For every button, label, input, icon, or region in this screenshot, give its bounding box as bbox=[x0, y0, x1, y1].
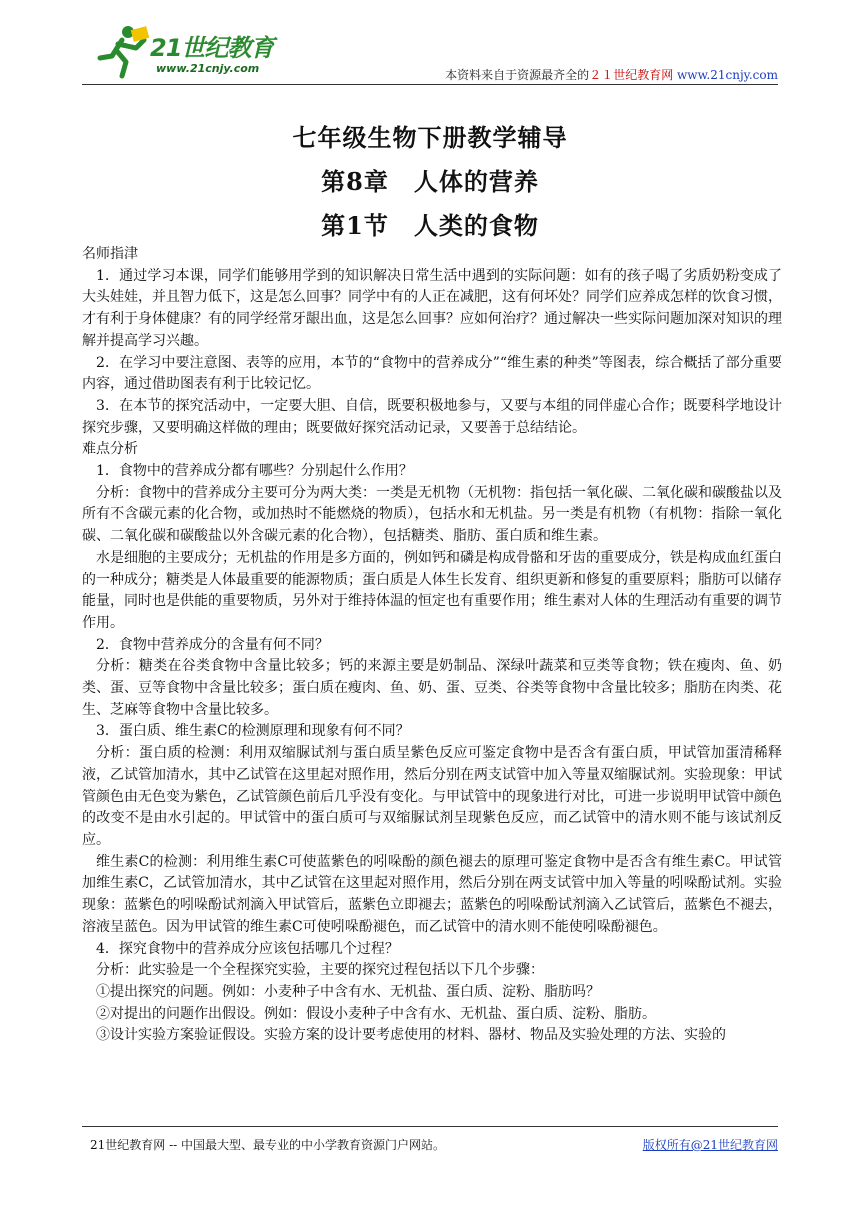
paragraph: 1．食物中的营养成分都有哪些？分别起什么作用？ bbox=[96, 463, 413, 480]
document-body bbox=[82, 244, 782, 1047]
paragraph: 分析：食物中的营养成分主要可分为两大类：一类是无机物（无机物：指包括一氧化碳、二氧化碳和碳酸盐以及所有不含碳元素的化合物，或加热时不能燃烧的物质），包括水和无机盐。另一类是有机物（有机物：指除一氧化碳、二氧化碳和碳酸盐以外含碳元素的化合物），包括糖类、脂肪、蛋白质和维生素。 bbox=[82, 484, 782, 545]
site-logo[interactable] bbox=[92, 22, 292, 82]
header-divider bbox=[82, 84, 778, 85]
paragraph: ①提出探究的问题。例如：小麦种子中含有水、无机盐、蛋白质、淀粉、脂肪吗？ bbox=[96, 983, 600, 1000]
header-source-note bbox=[445, 66, 778, 83]
page-footer bbox=[82, 1126, 778, 1152]
footer-divider bbox=[82, 1126, 778, 1127]
paragraph: 3．蛋白质、维生素C的检测原理和现象有何不同？ bbox=[96, 723, 410, 740]
section-heading: 名师指津 bbox=[82, 246, 138, 262]
logo-url: www.21cnjy.com bbox=[156, 62, 260, 75]
paragraph: 3．在本节的探究活动中，一定要大胆、自信，既要积极地参与，又要与本组的同伴虚心合作；既要科学地设计探究步骤，又要明确这样做的理由；既要做好探究活动记录，又要善于总结结论。 bbox=[82, 397, 782, 436]
runner-icon bbox=[92, 22, 152, 82]
paragraph: 1．通过学习本课，同学们能够用学到的知识解决日常生活中遇到的实际问题：如有的孩子喝了劣质奶粉变成了大头娃娃，并且智力低下，这是怎么回事？同学中有的人正在减肥，这有何坏处？同学们应养成怎样的饮食习惯，才有利于身体健康？有的同学经常牙龈出血，这是怎么回事？应如何治疗？通过解决一些实际问题加深对知识的理解并提高学习兴趣。 bbox=[82, 267, 782, 349]
page-header bbox=[82, 22, 778, 84]
footer-site-description: 21世纪教育网 -- 中国最大型、最专业的中小学教育资源门户网站。 bbox=[90, 1138, 446, 1152]
chapter-title: 第8章 人体的营养 bbox=[321, 167, 539, 196]
paragraph: 维生素C的检测：利用维生素C可使蓝紫色的吲哚酚的颜色褪去的原理可鉴定食物中是否含有维生素C。甲试管加维生素C，乙试管加清水，其中乙试管在这里起对照作用，然后分别在两支试管中加入等量的吲哚酚试剂。实验现象：蓝紫色的吲哚酚试剂滴入甲试管后，蓝紫色立即褪去；蓝紫色的吲哚酚试剂滴入乙试管后，蓝紫色不褪去，溶液呈蓝色。因为甲试管的维生素C可使吲哚酚褪色，而乙试管中的清水则不能使吲哚酚褪色。 bbox=[82, 853, 782, 935]
paragraph: 4．探究食物中的营养成分应该包括哪几个过程？ bbox=[96, 940, 399, 957]
logo-text: 21世纪教育 bbox=[150, 34, 274, 62]
section-title: 第1节 人类的食物 bbox=[321, 211, 539, 240]
paragraph: 水是细胞的主要成分；无机盐的作用是多方面的，例如钙和磷是构成骨骼和牙齿的重要成分，铁是构成血红蛋白的一种成分；糖类是人体最重要的能源物质；蛋白质是人体生长发育、组织更新和修复的重要原料；脂肪可以储存能量，同时也是供能的重要物质，另外对于维持体温的恒定也有重要作用；维生素对人体的生理活动有重要的调节作用。 bbox=[82, 549, 782, 631]
section-heading: 难点分析 bbox=[82, 441, 138, 458]
paragraph: ③设计实验方案验证假设。实验方案的设计要考虑使用的材料、器材、物品及实验处理的方法、实验的 bbox=[96, 1027, 726, 1044]
document-title: 七年级生物下册教学辅导 bbox=[292, 123, 568, 152]
paragraph: 分析：此实验是一个全程探究实验，主要的探究过程包括以下几个步骤： bbox=[96, 962, 544, 979]
footer-copyright-link[interactable]: 版权所有@21世纪教育网 bbox=[642, 1138, 778, 1152]
header-note-url[interactable]: www.21cnjy.com bbox=[677, 68, 778, 82]
paragraph: 2．在学习中要注意图、表等的应用，本节的“食物中的营养成分”“维生素的种类”等图表，综合概括了部分重要内容，通过借助图表有利于比较记忆。 bbox=[82, 354, 782, 393]
paragraph: ②对提出的问题作出假设。例如：假设小麦种子中含有水、无机盐、蛋白质、淀粉、脂肪。 bbox=[96, 1005, 656, 1022]
paragraph: 分析：糖类在谷类食物中含量比较多；钙的来源主要是奶制品、深绿叶蔬菜和豆类等食物；铁在瘦肉、鱼、奶类、蛋、豆等食物中含量比较多；蛋白质在瘦肉、鱼、奶、蛋、豆类、谷类等食物中含量比较多；脂肪在肉类、花生、芝麻等食物中含量比较多。 bbox=[82, 658, 782, 718]
header-note-site: ２１世纪教育网 bbox=[589, 68, 674, 82]
header-note-prefix: 本资料来自于资源最齐全的 bbox=[445, 68, 590, 82]
paragraph: 2．食物中营养成分的含量有何不同？ bbox=[96, 636, 329, 653]
paragraph: 分析：蛋白质的检测：利用双缩脲试剂与蛋白质呈紫色反应可鉴定食物中是否含有蛋白质，甲试管加蛋清稀释液，乙试管加清水，其中乙试管在这里起对照作用，然后分别在两支试管中加入等量双缩脲试剂。实验现象：甲试管颜色由无色变为紫色，乙试管颜色前后几乎没有变化。与甲试管中的现象进行对比，可进一步说明甲试管中颜色的改变不是由水引起的。甲试管中的蛋白质可与双缩脲试剂呈现紫色反应，而乙试管中的清水则不能与该试剂反应。 bbox=[82, 745, 782, 848]
